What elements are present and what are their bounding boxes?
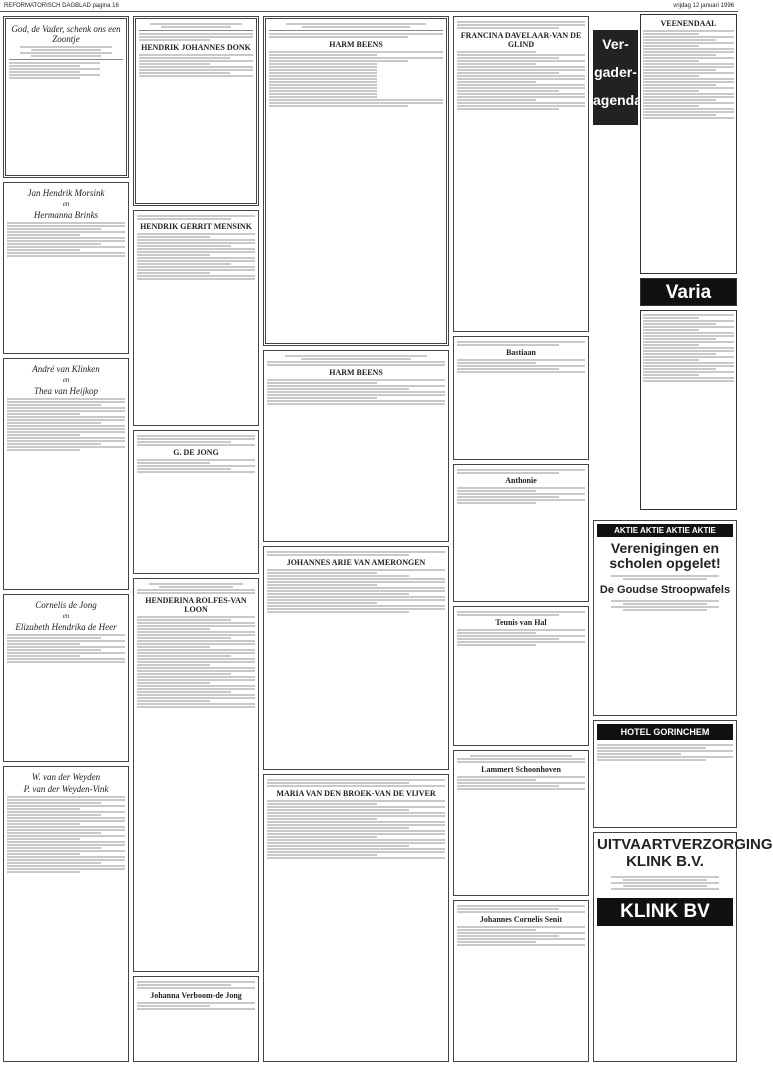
ad-name-2: Thea van Heijkop (34, 386, 98, 396)
banner-line-1: Ver- (602, 36, 629, 52)
promo-klink (593, 832, 773, 1062)
promo-title: HOTEL GORINCHEM (597, 724, 733, 740)
ad-name-2: P. van der Weyden-Vink (23, 784, 109, 794)
ad-name-1: W. van der Weyden (31, 772, 101, 782)
anniversary-weyden (3, 766, 129, 1062)
obituary-beens-1 (263, 16, 449, 346)
promo-hotel (593, 720, 737, 828)
birth-announcement-1 (3, 16, 129, 178)
death-announcement-bastiaan (453, 336, 589, 460)
obituary-amerongen (263, 546, 449, 770)
ad-heading: MARIA VAN DEN BROEK-VAN DE VIJVER (276, 789, 436, 798)
obituary-rolfes (133, 578, 259, 972)
ad-note: God, de Vader, schenk ons een Zoontje (11, 24, 121, 44)
wedding-announcement-klinken: André van Klinken en Thea van Heijkop (3, 358, 129, 590)
agenda-listing (640, 14, 737, 274)
ad-heading: Johanna Verboom-de Jong (150, 991, 242, 1000)
obituary-jong (133, 430, 259, 574)
agenda-banner (593, 30, 643, 125)
ad-heading: Teunis van Hal (495, 618, 547, 627)
ad-heading: Bastiaan (506, 348, 536, 357)
ad-heading: Johannes Cornelis Senit (479, 915, 563, 924)
obituary-davelaar (453, 16, 589, 332)
varia-listing (640, 310, 737, 510)
obituary-hal (453, 606, 589, 746)
ad-heading: Anthonie (505, 476, 537, 485)
ad-heading: G. DE JONG (173, 448, 219, 457)
promo-brand: De Goudse Stroopwafels (599, 584, 731, 596)
varia-title: Varia (665, 282, 712, 303)
thanks-senit (453, 900, 589, 1062)
ad-lines (9, 46, 123, 79)
ad-name-1: Jan Hendrik Morsink (27, 188, 105, 198)
promo-title: UITVAARTVERZORGING KLINK B.V. (597, 836, 773, 870)
ad-heading: JOHANNES ARIE VAN AMERONGEN (286, 558, 426, 567)
promo-title: AKTIE AKTIE AKTIE AKTIE (597, 524, 733, 537)
ad-name-2: Hermanna Brinks (33, 210, 99, 220)
page-header (0, 0, 738, 12)
ad-heading: HARM BEENS (329, 40, 383, 49)
obituary-donk (133, 16, 259, 206)
ad-name-1: Cornelis de Jong (35, 600, 97, 610)
obituary-verboom (133, 976, 259, 1062)
header-right: vrijdag 12 januari 1996 (673, 2, 734, 9)
obituary-mensink (133, 210, 259, 426)
thanks-schoonhoven (453, 750, 589, 896)
promo-subtitle: KLINK BV (597, 898, 733, 926)
header-left: REFORMATORISCH DAGBLAD pagina 16 (4, 2, 119, 9)
ad-name-2: Elizabeth Hendrika de Heer (15, 622, 117, 632)
ad-heading: FRANCINA DAVELAAR-VAN DE GLIND (460, 31, 582, 49)
obituary-beens-2 (263, 350, 449, 542)
ad-name-1: André van Klinken (32, 364, 100, 374)
agenda-title: VEENENDAAL (660, 19, 717, 28)
ad-heading: HENDRIK JOHANNES DONK (141, 43, 251, 52)
banner-line-3: agenda (593, 92, 643, 108)
ad-heading: HENDERINA ROLFES-VAN LOON (145, 596, 247, 614)
promo-stroopwafels (593, 520, 737, 716)
obituary-broek (263, 774, 449, 1062)
ad-heading: Lammert Schoonhoven (481, 765, 561, 774)
varia-banner (640, 278, 737, 306)
banner-line-2: gader- (594, 64, 637, 80)
promo-headline: Verenigingen en scholen opgelet! (609, 540, 721, 571)
ad-heading: HARM BEENS (329, 368, 383, 377)
ad-heading: HENDRIK GERRIT MENSINK (140, 222, 252, 231)
wedding-announcement-jong: Cornelis de Jong en Elizabeth Hendrika de Heer (3, 594, 129, 762)
wedding-announcement-morsink: Jan Hendrik Morsink en Hermanna Brinks (3, 182, 129, 354)
thanks-anthonie (453, 464, 589, 602)
